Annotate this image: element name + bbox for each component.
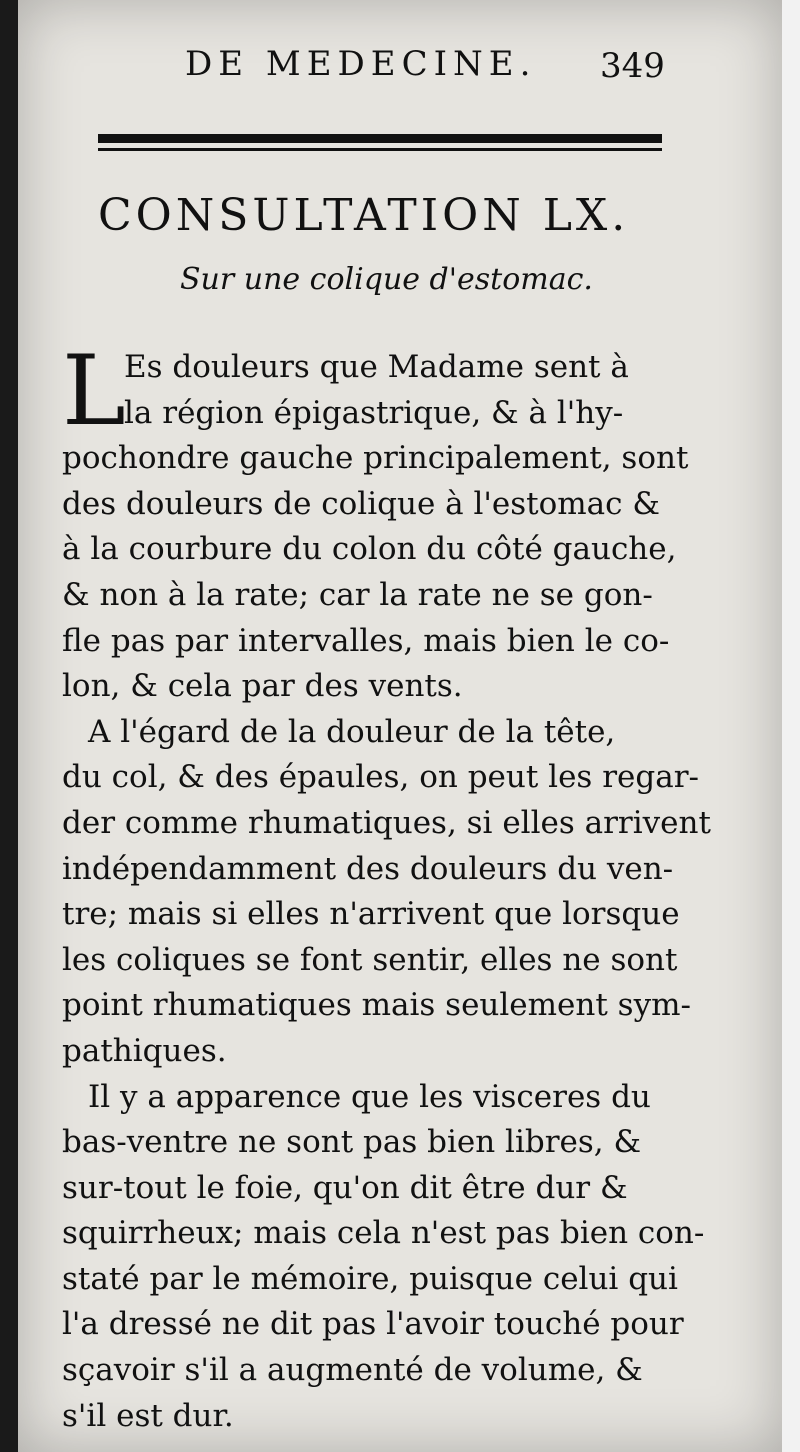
text-line: lon, & cela par des vents. (62, 668, 463, 705)
text-line: staté par le mémoire, puisque celui qui (62, 1260, 678, 1297)
text-line: les coliques se font sentir, elles ne sont (62, 941, 678, 978)
text-line: squirrheux; mais cela n'est pas bien con- (62, 1215, 705, 1252)
text-line: sur-tout le foie, qu'on dit être dur & (62, 1169, 628, 1206)
text-line: tre; mais si elles n'arrivent que lorsque (62, 896, 680, 933)
text-line: point rhumatiques mais seulement sym- (62, 987, 691, 1024)
text-line: der comme rhumatiques, si elles arrivent (62, 804, 711, 841)
text-line: A l'égard de la douleur de la tête, (88, 713, 616, 750)
page-shadow-left (0, 0, 18, 1452)
text-line: Il y a apparence que les visceres du (88, 1078, 651, 1115)
text-line: sçavoir s'il a augmenté de volume, & (62, 1352, 643, 1389)
text-line: pochondre gauche principalement, sont (62, 440, 689, 477)
text-line: l'a dressé ne dit pas l'avoir touché pour (62, 1306, 684, 1343)
header-rule-thin (98, 148, 662, 151)
page-header (0, 44, 800, 94)
drop-cap: L (62, 335, 126, 447)
chapter-title: CONSULTATION LX. (98, 190, 630, 241)
text-line: & non à la rate; car la rate ne se gon- (62, 576, 653, 613)
text-line: indépendamment des douleurs du ven- (62, 850, 674, 887)
text-line: la région épigastrique, & à l'hy- (124, 394, 624, 431)
page-number: 349 (600, 46, 665, 86)
header-rule-thick (98, 134, 662, 143)
text-line: fle pas par intervalles, mais bien le co- (62, 622, 670, 659)
page-margin-right (782, 0, 800, 1452)
chapter-subtitle: Sur une colique d'estomac. (180, 262, 593, 297)
body-text (62, 335, 711, 1439)
text-line: bas-ventre ne sont pas bien libres, & (62, 1124, 642, 1161)
text-line: à la courbure du colon du côté gauche, (62, 531, 677, 568)
text-line: s'il est dur. (62, 1397, 234, 1434)
running-head: DE MEDECINE. (185, 44, 537, 84)
text-line: L Es douleurs que Madame sent à (62, 335, 629, 447)
text-line: des douleurs de colique à l'estomac & (62, 485, 660, 522)
text-line: pathiques. (62, 1032, 227, 1069)
text-line: du col, & des épaules, on peut les regar- (62, 759, 699, 796)
